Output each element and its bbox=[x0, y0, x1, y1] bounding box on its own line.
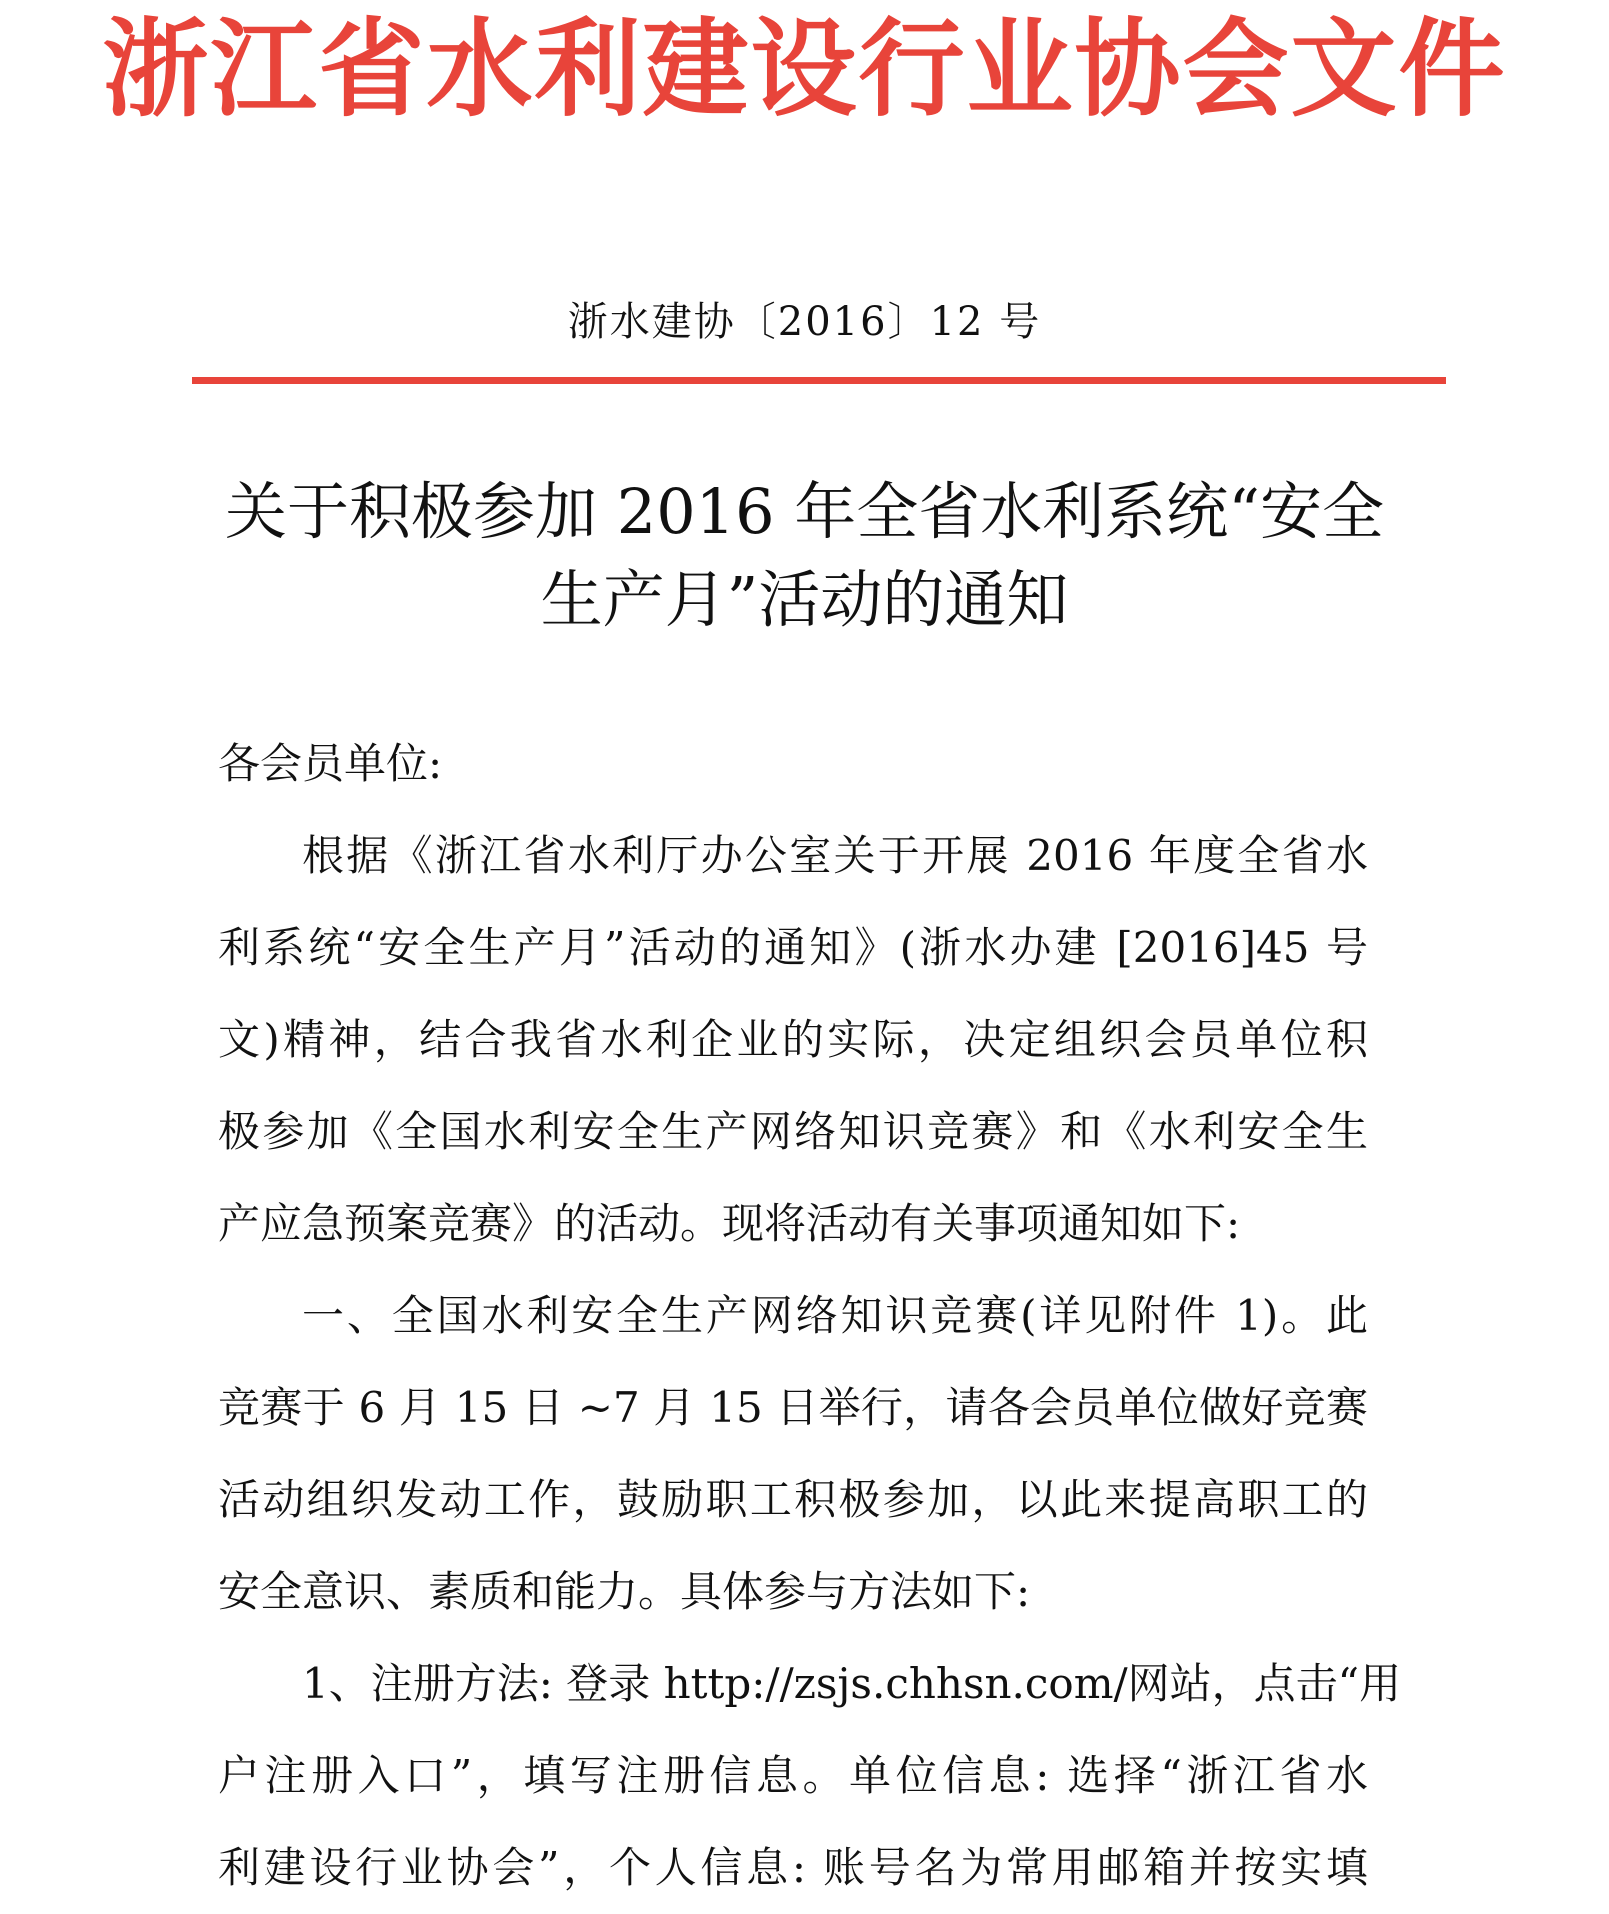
notice-title-line-1: 关于积极参加 2016 年全省水利系统“安全 bbox=[225, 475, 1384, 548]
body-line: 1、注册方法: 登录 http://zsjs.chhsn.com/网站，点击“用 bbox=[302, 1659, 1402, 1708]
notice-title bbox=[200, 468, 1409, 644]
body-line: 文)精神，结合我省水利企业的实际，决定组织会员单位积 bbox=[218, 1015, 1368, 1064]
body-line: 极参加《全国水利安全生产网络知识竞赛》和《水利安全生 bbox=[218, 1107, 1368, 1156]
body-line: 户注册入口”，填写注册信息。单位信息: 选择“浙江省水 bbox=[218, 1751, 1368, 1800]
body-line: 利建设行业协会”，个人信息: 账号名为常用邮箱并按实填 bbox=[218, 1843, 1368, 1892]
body-line: 活动组织发动工作，鼓励职工积极参加，以此来提高职工的 bbox=[218, 1475, 1368, 1524]
body-line: 根据《浙江省水利厅办公室关于开展 2016 年度全省水 bbox=[302, 831, 1368, 880]
body-line: 利系统“安全生产月”活动的通知》(浙水办建 [2016]45 号 bbox=[218, 923, 1368, 972]
letterhead-title: 浙江省水利建设行业协会文件 bbox=[102, 8, 1507, 131]
red-divider-line bbox=[192, 377, 1446, 384]
salutation: 各会员单位: bbox=[218, 739, 443, 788]
body-line: 安全意识、素质和能力。具体参与方法如下: bbox=[218, 1567, 1031, 1616]
body-text bbox=[218, 718, 1402, 1914]
body-line: 一、全国水利安全生产网络知识竞赛(详见附件 1)。此 bbox=[302, 1291, 1368, 1340]
notice-title-line-2: 生产月”活动的通知 bbox=[540, 563, 1069, 636]
body-line: 竞赛于 6 月 15 日 ~7 月 15 日举行，请各会员单位做好竞赛 bbox=[218, 1383, 1368, 1432]
body-line: 产应急预案竞赛》的活动。现将活动有关事项通知如下: bbox=[218, 1199, 1241, 1248]
document-number: 浙水建协〔2016〕12 号 bbox=[567, 299, 1042, 345]
